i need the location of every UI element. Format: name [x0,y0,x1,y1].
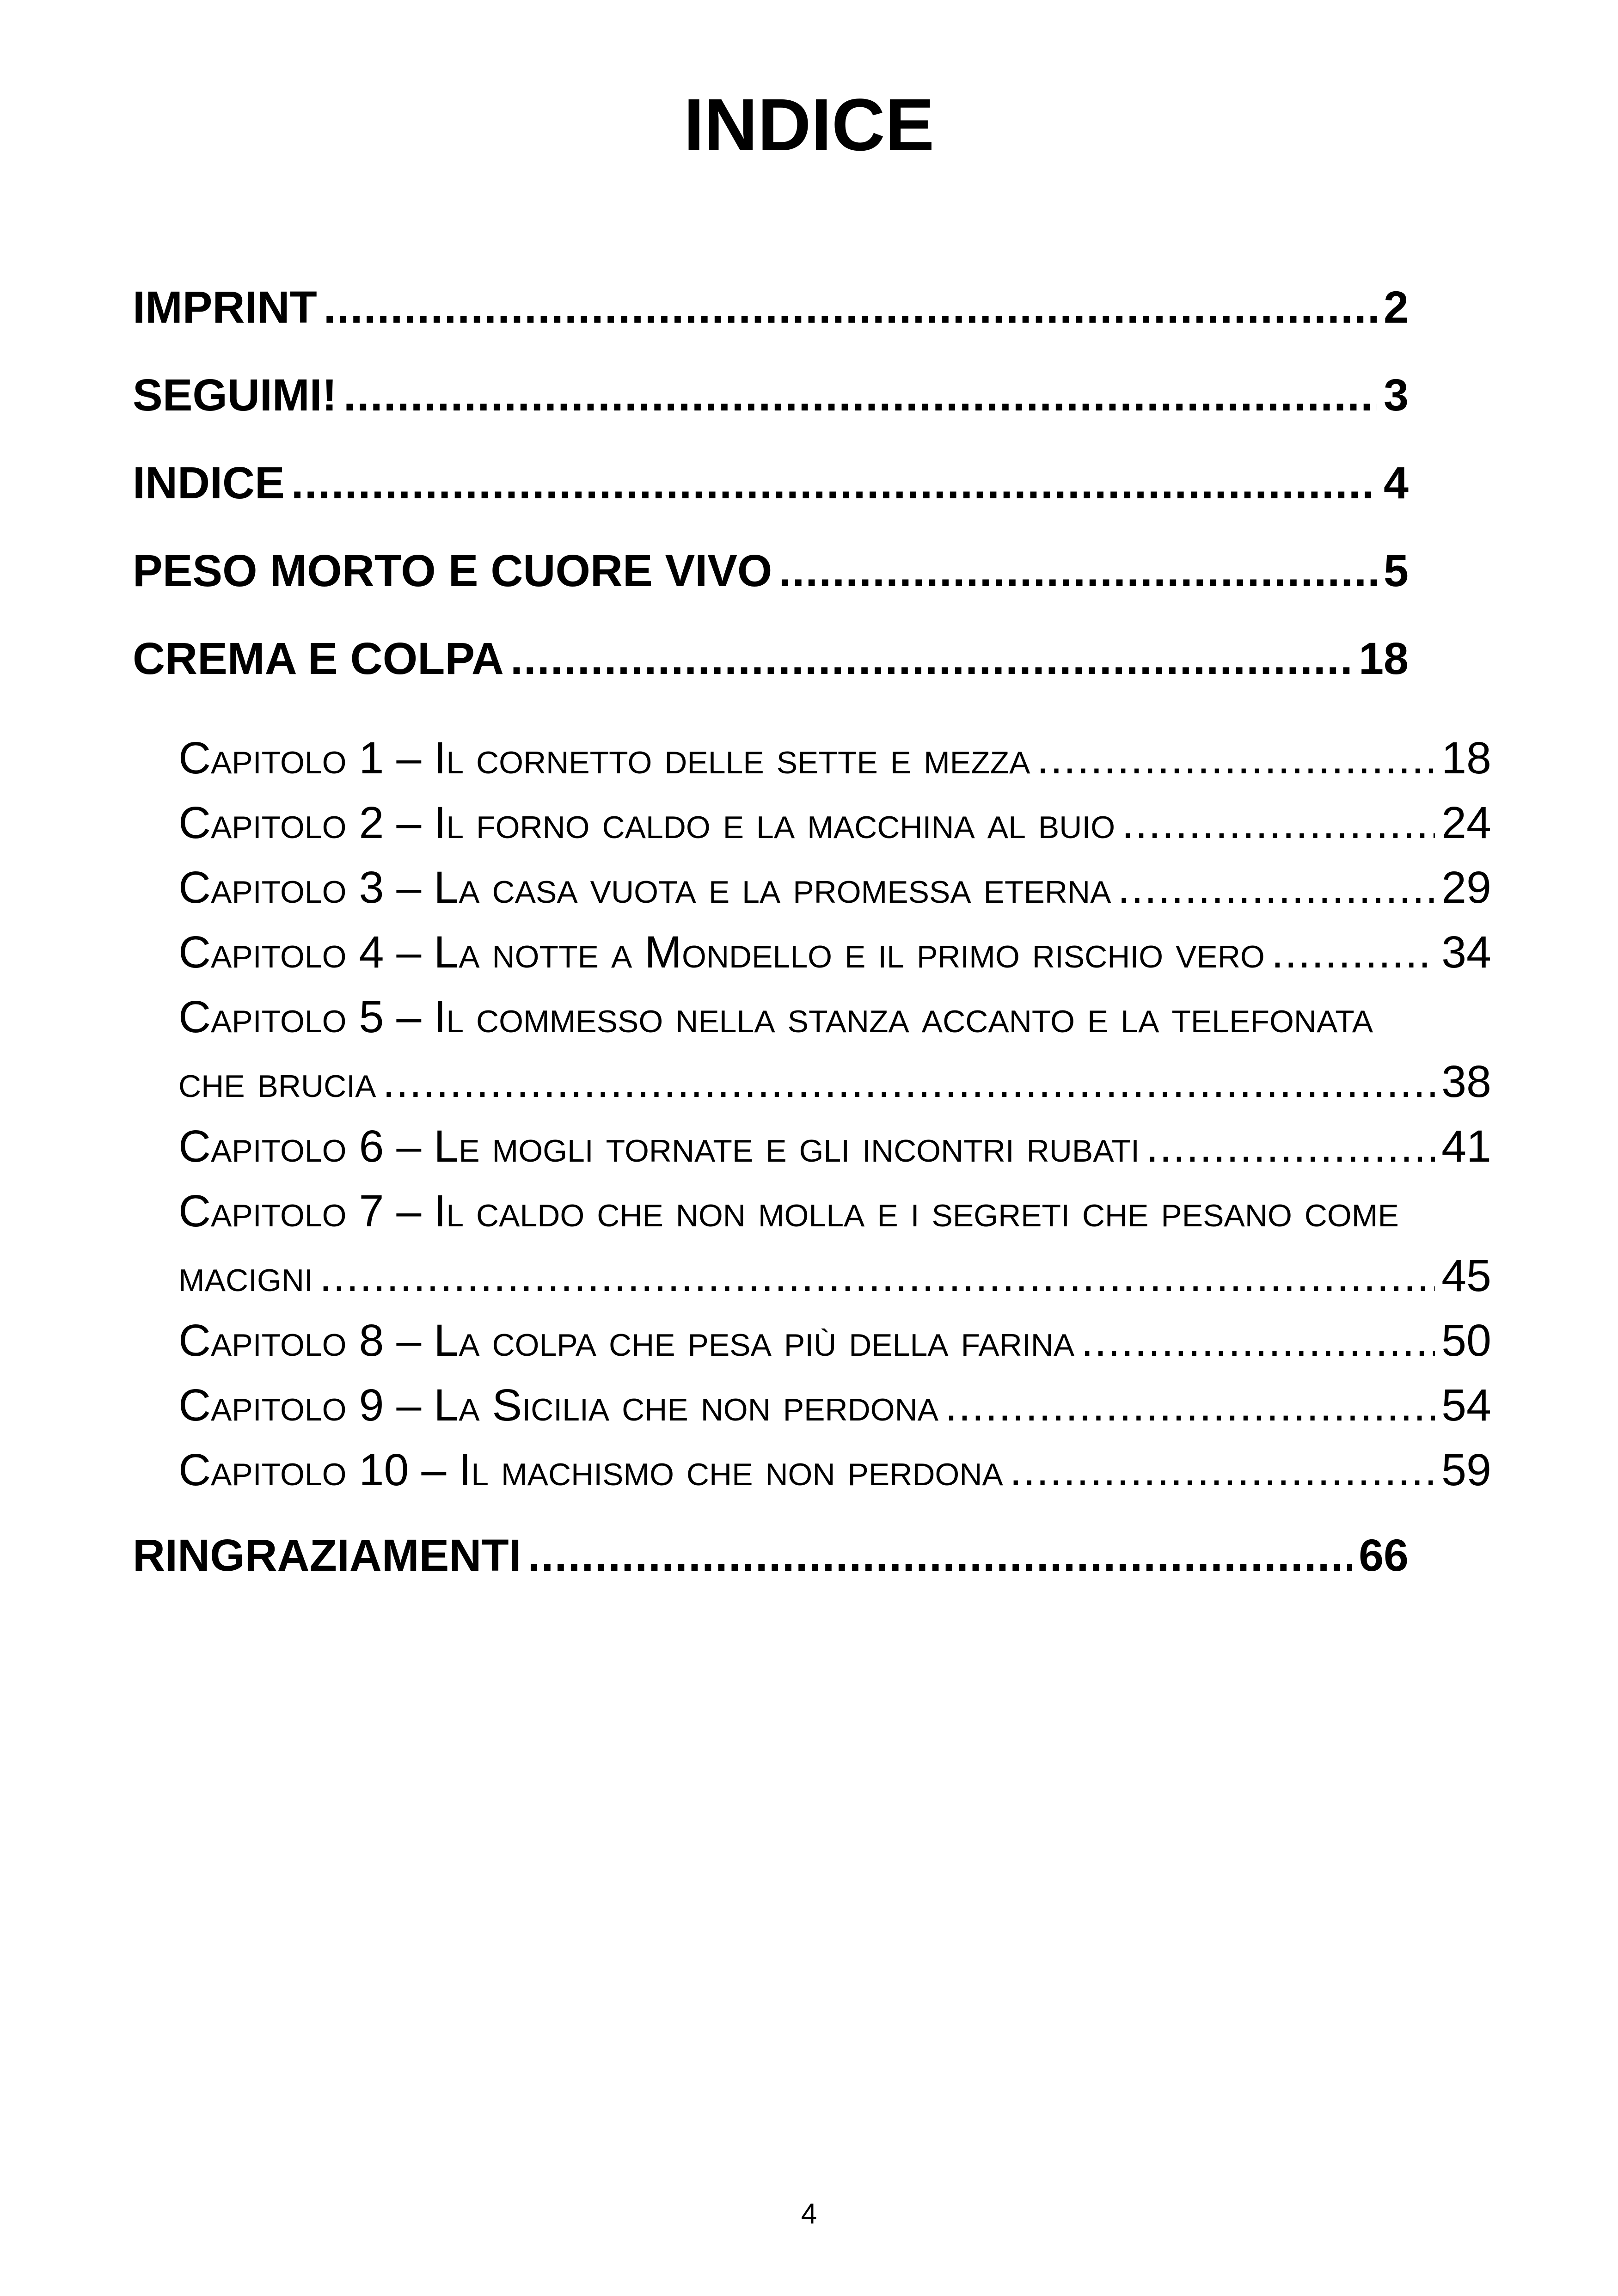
toc-entry-label: SEGUIMI! [133,370,337,420]
toc-chapter-label: Capitolo 5 – Il commesso nella stanza accanto e la telefonata [178,992,1373,1042]
toc-chapter-label: Capitolo 8 – La colpa che pesa più della farina [178,1315,1075,1365]
toc-entry-imprint[interactable] [133,280,1409,335]
toc-chapter-7-line-1[interactable] [178,1183,1491,1239]
toc-chapter-label: Capitolo 10 – Il machismo che non perdona [178,1445,1003,1495]
toc-chapter-page: 18 [1441,733,1491,783]
toc-entry-crema-e-colpa[interactable] [133,631,1409,686]
toc-entry-label: PESO MORTO E CUORE VIVO [133,545,772,596]
toc-chapter-2[interactable] [178,795,1491,851]
toc-dot-leader [510,631,1352,686]
toc-chapter-1[interactable] [178,730,1491,786]
toc-chapter-label: Capitolo 3 – La casa vuota e la promessa eterna [178,862,1111,912]
toc-dot-leader [1146,1119,1435,1174]
toc-dot-leader [1271,925,1435,980]
toc-chapter-4[interactable] [178,925,1491,980]
toc-chapter-page: 54 [1441,1380,1491,1430]
toc-chapter-10[interactable] [178,1442,1491,1498]
toc-entry-page: 18 [1359,633,1409,684]
toc-chapter-page: 45 [1441,1250,1491,1301]
toc-chapter-3[interactable] [178,860,1491,915]
toc-entry-page: 5 [1384,545,1409,596]
toc-dot-leader [528,1528,1352,1583]
toc-entry-label: INDICE [133,458,285,508]
toc-chapter-page: 24 [1441,797,1491,848]
toc-dot-leader [291,455,1377,511]
toc-chapter-label-continued: macigni [178,1250,313,1301]
toc-entry-page: 2 [1384,282,1409,332]
toc-dot-leader [343,367,1377,423]
toc-chapter-label: Capitolo 7 – Il caldo che non molla e i segreti che pesano come [178,1186,1399,1236]
toc-chapter-page: 50 [1441,1315,1491,1365]
toc-dot-leader [382,1054,1435,1109]
toc-chapter-label: Capitolo 2 – Il forno caldo e la macchina al buio [178,797,1115,848]
toc-entry-label: CREMA E COLPA [133,633,504,684]
toc-dot-leader [1010,1442,1435,1498]
toc-chapter-9[interactable] [178,1378,1491,1433]
toc-dot-leader [1117,860,1435,915]
toc-dot-leader [945,1378,1435,1433]
toc-chapter-page: 41 [1441,1121,1491,1171]
toc-chapter-5-line-2[interactable] [178,1054,1491,1109]
toc-dot-leader [1037,730,1435,786]
toc-chapter-5-line-1[interactable] [178,989,1491,1045]
toc-entry-label: RINGRAZIAMENTI [133,1530,521,1580]
page-number: 4 [801,2198,817,2230]
toc-dot-leader [319,1248,1435,1304]
toc-dot-leader [324,280,1377,335]
toc-chapter-page: 29 [1441,862,1491,912]
toc-chapter-label: Capitolo 9 – La Sicilia che non perdona [178,1380,939,1430]
toc-chapter-label: Capitolo 4 – La notte a Mondello e il primo rischio vero [178,927,1265,977]
toc-chapter-label: Capitolo 1 – Il cornetto delle sette e mezza [178,733,1030,783]
toc-chapter-8[interactable] [178,1313,1491,1368]
toc-chapter-label: Capitolo 6 – Le mogli tornate e gli incontri rubati [178,1121,1140,1171]
toc-entry-indice[interactable] [133,455,1409,511]
toc-chapter-7-line-2[interactable] [178,1248,1491,1304]
toc-entry-peso-morto[interactable] [133,543,1409,599]
toc-chapter-6[interactable] [178,1119,1491,1174]
toc-entry-page: 66 [1359,1530,1409,1580]
toc-entry-seguimi[interactable] [133,367,1409,423]
toc-dot-leader [1081,1313,1435,1368]
toc-chapter-label-continued: che brucia [178,1056,376,1107]
toc-dot-leader [1122,795,1435,851]
toc-chapter-page: 38 [1441,1056,1491,1107]
toc-dot-leader [778,543,1377,599]
toc-chapter-page: 59 [1441,1445,1491,1495]
toc-chapter-page: 34 [1441,927,1491,977]
toc-entry-ringraziamenti[interactable] [133,1528,1409,1583]
toc-entry-label: IMPRINT [133,282,317,332]
page-title: INDICE [683,83,935,166]
toc-entry-page: 4 [1384,458,1409,508]
toc-entry-page: 3 [1384,370,1409,420]
